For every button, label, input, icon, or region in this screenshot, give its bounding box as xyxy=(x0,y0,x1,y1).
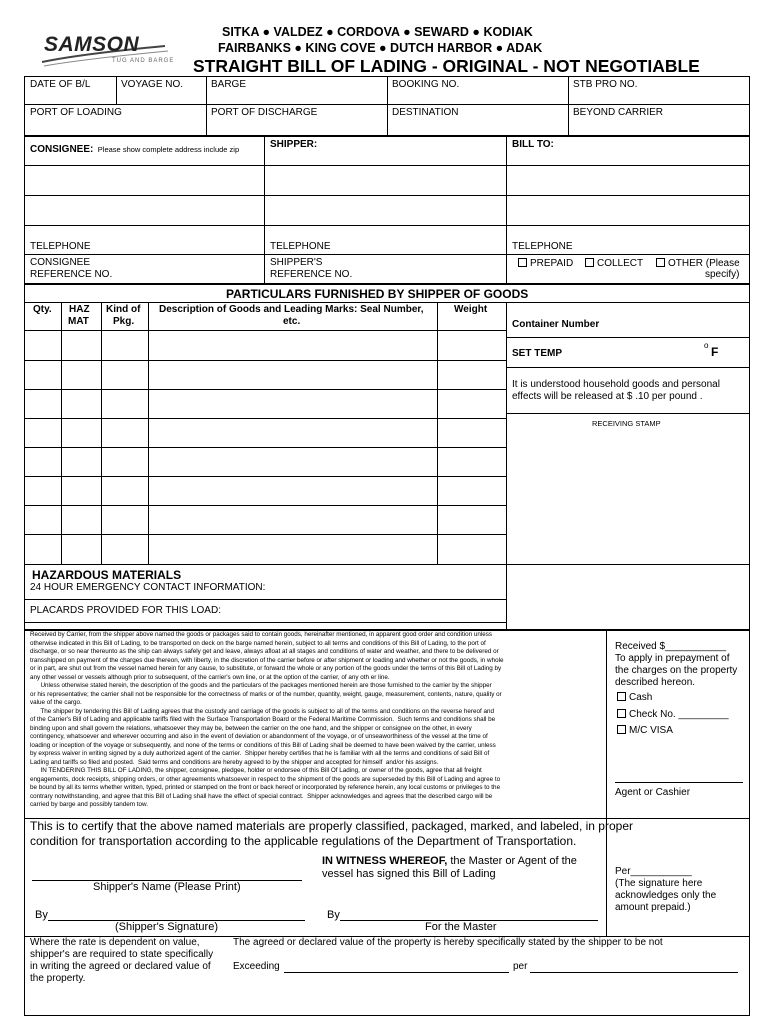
rate-note-1: Where the rate is dependent on value, xyxy=(30,937,200,948)
per-label: per xyxy=(513,961,528,972)
mc-visa-checkbox[interactable] xyxy=(617,725,626,734)
shipper-telephone[interactable]: TELEPHONE xyxy=(270,241,331,252)
terms-line: binding upon and shall govern the relations, whatsoever they may be, between the carrier on the one hand, and the shipper or consignee on the other, in every xyxy=(30,724,472,732)
terms-line: transshipped on payment of the charges due thereon, with liberty, in the discretion of the carrier before or after shipment or loading and whether or not the goods, in whole xyxy=(30,656,504,664)
terms-line: otherwise indicated in this Bill of Lading, to be transported on deck on the barge named herein, subject to all terms and conditions of this Bill of Lading, to the port of xyxy=(30,639,486,647)
receiving-stamp-label: RECEIVING STAMP xyxy=(592,419,661,428)
collect-checkbox[interactable] xyxy=(585,258,594,267)
voyage-no-field[interactable]: VOYAGE NO. xyxy=(121,79,184,90)
household-goods-note-1: It is understood household goods and personal xyxy=(512,379,720,390)
signature-note-2: acknowledges only the xyxy=(615,890,717,901)
other-option[interactable]: OTHER (Please xyxy=(656,258,740,269)
exceeding-amount-field[interactable] xyxy=(284,972,509,973)
terms-line: by express waiver in writing signed by a duly authorized agent of the carrier. Shipper hereby certifies that he is familiar with all the terms and conditions of said Bill of xyxy=(30,750,490,757)
terms-line: Received by Carrier, from the shipper above named the goods or packages said to contain goods, hereinafter mentioned, in apparent good order and condition unless xyxy=(30,631,493,638)
terms-line: loading or inception of the voyage or subsequently, and none of the terms or conditions of this Bill of Lading shall be deemed to have been waived by the carrier, unless xyxy=(30,741,496,749)
goods-row[interactable] xyxy=(25,506,505,533)
terms-line: or his representative; the carrier shall not be responsible for the correctness of marks or of the number, quantity, weight, gauge, measurement, contents, nature, quality or xyxy=(30,690,502,698)
stb-pro-no-field[interactable]: STB PRO NO. xyxy=(573,79,638,90)
degree-symbol: o xyxy=(704,341,709,350)
per-unit-field[interactable] xyxy=(530,972,738,973)
shipper-signature-label: (Shipper's Signature) xyxy=(115,921,218,933)
rate-note-2: shipper's are required to state specifically xyxy=(30,949,214,960)
terms-line: of the Carrier's Bill of Lading and applicable tariffs filed with the Surface Transportation Board or the Federal Maritime Commission. Such terms and conditions shall be xyxy=(30,716,496,723)
terms-line: value of the cargo. xyxy=(30,699,82,706)
consignee-note: Please show complete address include zip xyxy=(97,145,240,154)
port-of-discharge-field[interactable]: PORT OF DISCHARGE xyxy=(211,107,318,118)
date-of-bl-field[interactable]: DATE OF B/L xyxy=(30,79,91,90)
col-desc-header-2: etc. xyxy=(283,316,301,327)
consignee-telephone[interactable]: TELEPHONE xyxy=(30,241,91,252)
goods-row[interactable] xyxy=(25,390,505,417)
booking-no-field[interactable]: BOOKING NO. xyxy=(392,79,460,90)
cash-checkbox[interactable] xyxy=(617,692,626,701)
col-kind-header-2: Pkg. xyxy=(113,316,135,327)
terms-line: carried by barge and possibly tandem tow. xyxy=(30,801,148,808)
goods-row[interactable] xyxy=(25,331,505,359)
certify-line-2: condition for transportation according to the applicable regulations of the Department of Transportation. xyxy=(30,834,577,848)
port-of-loading-field[interactable]: PORT OF LOADING xyxy=(30,107,122,118)
beyond-carrier-field[interactable]: BEYOND CARRIER xyxy=(573,107,664,118)
prepaid-checkbox[interactable] xyxy=(518,258,527,267)
terms-text xyxy=(30,631,602,810)
received-amount-field[interactable]: Received $___________ xyxy=(615,641,727,652)
apply-prepayment-1: To apply in prepayment of xyxy=(615,653,730,664)
degree-unit: F xyxy=(711,345,719,359)
terms-line: IN TENDERING THIS BILL OF LADING, the shipper, consignee, pledgee, holder or endorsee of this Bill Of Lading, or owner of the goods, agree that all freight xyxy=(30,767,482,774)
set-temp-field[interactable]: SET TEMP xyxy=(512,348,563,359)
check-option[interactable]: Check No. _________ xyxy=(617,709,729,720)
rate-note-3: in writing the agreed or declared value of xyxy=(30,961,211,972)
particulars-heading: PARTICULARS FURNISHED BY SHIPPER OF GOODS xyxy=(226,287,529,301)
goods-row[interactable] xyxy=(25,477,505,504)
certify-line-1: This is to certify that the above named materials are properly classified, packaged, marked, and labeled, in proper xyxy=(30,819,633,833)
emergency-contact-field[interactable]: 24 HOUR EMERGENCY CONTACT INFORMATION: xyxy=(30,582,266,593)
container-number-field[interactable]: Container Number xyxy=(512,319,600,330)
witness-statement-2: vessel has signed this Bill of Lading xyxy=(322,868,496,880)
terms-line: Lading and tariffs so filed and posted. Said terms and conditions are hereby agreed to by the shipper and accepted for himself and/or his assigns. xyxy=(30,758,439,766)
terms-line: The shipper by tendering this Bill of Lading agrees that the custody and carriage of the goods is subject to all of the terms and conditions on the reverse hereof and xyxy=(30,707,495,715)
page-title: STRAIGHT BILL OF LADING - ORIGINAL - NOT NEGOTIABLE xyxy=(193,56,700,76)
terms-line: engagements, dock receipts, shipping orders, or other agreements whatsoever in respect to the shipment of the goods are superseded by this Bill of Lading and agree to xyxy=(30,775,501,783)
col-desc-header-1: Description of Goods and Leading Marks: Seal Number, xyxy=(159,304,424,315)
other-specify: specify) xyxy=(705,269,740,280)
declared-value-statement: The agreed or declared value of the property is hereby specifically stated by the shipper to be not xyxy=(233,937,663,948)
company-logo xyxy=(40,32,175,72)
goods-row[interactable] xyxy=(25,535,505,563)
apply-prepayment-2: the charges on the property xyxy=(615,665,738,676)
bill-to-label: BILL TO: xyxy=(512,139,554,150)
consignee-ref-line1: CONSIGNEE xyxy=(30,257,91,268)
terms-line: be bound by all its terms whether written, typed, printed or stamped on the front or back hereof or incorporated by reference herein, any local customs or privileges to the xyxy=(30,784,501,791)
terms-line: contrary notwithstanding, and agree that this Bill of Lading shall have the effect of special contract. Shipper acknowledges and agrees that the described cargo will be xyxy=(30,792,493,800)
goods-row[interactable] xyxy=(25,361,505,388)
agent-or-cashier-field[interactable]: Agent or Cashier xyxy=(615,787,691,798)
goods-row[interactable] xyxy=(25,419,505,446)
apply-prepayment-3: described hereon. xyxy=(615,677,696,688)
signature-note-1: (The signature here xyxy=(615,878,703,889)
receiving-stamp-area xyxy=(507,430,749,628)
col-qty-header: Qty. xyxy=(33,304,52,315)
other-checkbox[interactable] xyxy=(656,258,665,267)
by-right-label: By xyxy=(327,909,340,921)
goods-row[interactable] xyxy=(25,448,505,475)
mc-visa-option[interactable]: M/C VISA xyxy=(617,725,673,736)
consignee-ref-line2[interactable]: REFERENCE NO. xyxy=(30,269,113,280)
bill-to-telephone[interactable]: TELEPHONE xyxy=(512,241,573,252)
terms-line: or in part, are shut out from the vessel named herein for any cause, to substitute, or forward the whole or any portion of the goods under the terms of this Bill of Lading by xyxy=(30,665,502,672)
terms-line: Unless otherwise stated herein, the description of the goods and the particulars of the packages mentioned herein are those furnished to the carrier by the shipper xyxy=(30,682,492,689)
hazmat-heading: HAZARDOUS MATERIALS xyxy=(32,568,182,582)
collect-option[interactable]: COLLECT xyxy=(585,258,643,269)
household-goods-note-2: effects will be released at $ .10 per pound . xyxy=(512,391,703,402)
by-left-label: By xyxy=(35,909,48,921)
col-haz-header-2: MAT xyxy=(68,316,89,327)
rate-note-4: the property. xyxy=(30,973,86,984)
ports-line-2: FAIRBANKS ● KING COVE ● DUTCH HARBOR ● ADAK xyxy=(218,41,543,55)
signature-note-3: amount prepaid.) xyxy=(615,902,691,913)
shipper-ref-line1: SHIPPER'S xyxy=(270,257,323,268)
prepaid-option[interactable]: PREPAID xyxy=(518,258,573,269)
for-master-label: For the Master xyxy=(425,921,497,933)
logo-text: SAMSON xyxy=(44,33,140,56)
shipper-ref-line2[interactable]: REFERENCE NO. xyxy=(270,269,353,280)
col-haz-header-1: HAZ xyxy=(69,304,90,315)
terms-line: any other vessel or vessels although prior to subsequent, of the carrier's own line, or at the option of the carrier, of any oth er line. xyxy=(30,673,390,681)
shipper-label: SHIPPER: xyxy=(270,139,318,150)
barge-field[interactable]: BARGE xyxy=(211,79,247,90)
col-weight-header: Weight xyxy=(454,304,488,315)
placards-field[interactable]: PLACARDS PROVIDED FOR THIS LOAD: xyxy=(30,605,221,616)
check-checkbox[interactable] xyxy=(617,709,626,718)
terms-line: discharge, or so near thereunto as the ship can always safely get and leave, always afloat at all stages and conditions of water and weather, and there to be delivered or xyxy=(30,648,499,655)
col-kind-header-1: Kind of xyxy=(106,304,141,315)
exceeding-label: Exceeding xyxy=(233,961,280,972)
per-signature-field[interactable]: Per___________ xyxy=(615,866,692,877)
destination-field[interactable]: DESTINATION xyxy=(392,107,459,118)
witness-statement: IN WITNESS WHEREOF, the Master or Agent of the xyxy=(322,855,577,867)
logo-subtext: TUG AND BARGE xyxy=(112,58,175,64)
terms-line: contingency, whatsoever and wherever occurring and also in the event of deviation or abandonment of the voyage, or of unseaworthiness of the vessel at the time of xyxy=(30,733,488,740)
shipper-name-label: Shipper's Name (Please Print) xyxy=(93,881,241,893)
cash-option[interactable]: Cash xyxy=(617,692,652,703)
consignee-label: CONSIGNEE: Please show complete address include zip xyxy=(30,144,240,155)
ports-line-1: SITKA ● VALDEZ ● CORDOVA ● SEWARD ● KODIAK xyxy=(222,25,533,39)
